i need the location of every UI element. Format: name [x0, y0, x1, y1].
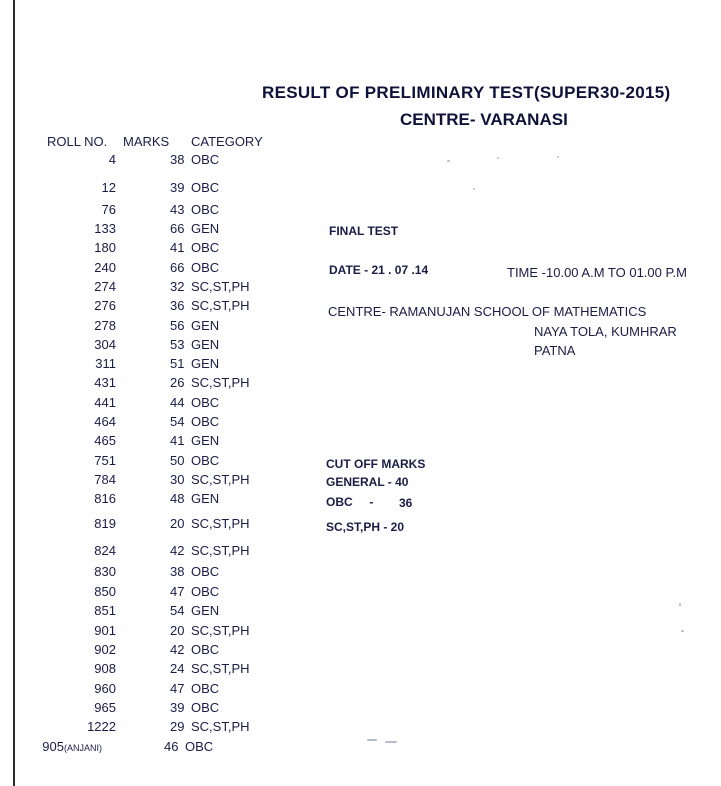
- roll-number: 965: [94, 700, 116, 715]
- marks-value: 39: [170, 180, 185, 195]
- roll-number: 304: [94, 337, 116, 352]
- scan-speck: [473, 188, 475, 190]
- category-value: SC,ST,PH: [191, 623, 250, 638]
- category-value: OBC: [191, 584, 220, 599]
- roll-number: 830: [94, 564, 116, 579]
- table-row: [0, 202, 300, 218]
- category-value: GEN: [191, 433, 220, 448]
- roll-number: 902: [94, 642, 116, 657]
- marks-value: 42: [170, 543, 185, 558]
- table-row: [0, 260, 300, 276]
- table-row: [0, 516, 300, 532]
- roll-number: 908: [94, 661, 116, 676]
- table-row: [0, 543, 300, 559]
- category-value: OBC: [191, 681, 220, 696]
- table-row: [0, 681, 300, 697]
- cut-off-sc-st-ph: SC,ST,PH - 20: [326, 520, 405, 534]
- category-value: SC,ST,PH: [191, 279, 250, 294]
- header-roll-no: ROLL NO.: [47, 134, 108, 149]
- roll-number: 274: [94, 279, 116, 294]
- scan-speck: [681, 630, 684, 632]
- marks-value: 41: [170, 240, 185, 255]
- category-value: OBC: [191, 180, 220, 195]
- table-row: [0, 152, 300, 168]
- table-row: [0, 739, 300, 755]
- roll-number: 311: [95, 356, 116, 371]
- category-value: OBC: [191, 453, 220, 468]
- table-row: [0, 491, 300, 507]
- marks-value: 38: [170, 152, 185, 167]
- marks-value: 36: [170, 298, 185, 313]
- category-value: OBC: [191, 414, 220, 429]
- category-value: OBC: [191, 395, 220, 410]
- roll-number: 784: [94, 472, 116, 487]
- marks-value: 48: [170, 491, 185, 506]
- table-row: [0, 221, 300, 237]
- cut-off-obc-label: OBC -: [326, 495, 374, 509]
- roll-number: 819: [94, 516, 116, 531]
- roll-number: 465: [94, 433, 116, 448]
- category-value: OBC: [191, 202, 220, 217]
- scan-speck: [679, 603, 681, 606]
- category-value: GEN: [191, 356, 220, 371]
- category-value: GEN: [191, 318, 220, 333]
- cut-off-obc-value: 36: [399, 496, 413, 510]
- marks-value: 66: [170, 221, 185, 236]
- table-row: [0, 298, 300, 314]
- document-subtitle: CENTRE- VARANASI: [400, 110, 568, 129]
- marks-value: 39: [170, 700, 185, 715]
- roll-number: 960: [94, 681, 116, 696]
- cut-off-heading: CUT OFF MARKS: [326, 457, 426, 471]
- roll-number: 464: [94, 414, 116, 429]
- table-row: [0, 375, 300, 391]
- cut-off-general: GENERAL - 40: [326, 475, 409, 489]
- final-test-heading: FINAL TEST: [329, 224, 399, 238]
- final-test-centre-city: PATNA: [534, 343, 576, 358]
- marks-value: 51: [170, 356, 185, 371]
- category-value: SC,ST,PH: [191, 719, 250, 734]
- marks-value: 66: [170, 260, 185, 275]
- category-value: OBC: [191, 700, 220, 715]
- table-row: [0, 356, 300, 372]
- table-row: [0, 180, 300, 196]
- marks-value: 54: [170, 414, 185, 429]
- category-value: SC,ST,PH: [191, 543, 250, 558]
- table-row: [0, 700, 300, 716]
- roll-number: 240: [94, 260, 116, 275]
- roll-number: [42, 739, 102, 754]
- roll-number-note: (ANJANI): [64, 743, 102, 753]
- header-marks: MARKS: [123, 134, 170, 149]
- final-test-centre-address: NAYA TOLA, KUMHRAR: [534, 324, 677, 339]
- category-value: GEN: [191, 603, 220, 618]
- marks-value: 30: [170, 472, 185, 487]
- roll-number: 180: [94, 240, 116, 255]
- roll-number: 816: [94, 491, 116, 506]
- category-value: OBC: [191, 240, 220, 255]
- table-row: [0, 642, 300, 658]
- roll-number: 824: [94, 543, 116, 558]
- category-value: OBC: [191, 152, 220, 167]
- document-title: RESULT OF PRELIMINARY TEST(SUPER30-2015): [262, 83, 671, 102]
- roll-number: 278: [94, 318, 116, 333]
- marks-value: 32: [170, 279, 185, 294]
- table-row: [0, 623, 300, 639]
- final-test-time: TIME -10.00 A.M TO 01.00 P.M: [507, 265, 687, 280]
- roll-number: 751: [94, 453, 116, 468]
- marks-value: 24: [170, 661, 185, 676]
- category-value: SC,ST,PH: [191, 661, 250, 676]
- scan-speck: [497, 157, 499, 159]
- category-value: GEN: [191, 491, 220, 506]
- marks-value: 44: [170, 395, 185, 410]
- roll-number: 1222: [87, 719, 116, 734]
- category-value: OBC: [191, 564, 220, 579]
- roll-number-value: 905: [42, 739, 64, 754]
- marks-value: 42: [170, 642, 185, 657]
- table-row: [0, 433, 300, 449]
- roll-number: 441: [94, 395, 116, 410]
- marks-value: 47: [170, 681, 185, 696]
- category-value: OBC: [185, 739, 214, 754]
- table-row: [0, 472, 300, 488]
- roll-number: 133: [94, 221, 116, 236]
- category-value: GEN: [191, 337, 220, 352]
- category-value: SC,ST,PH: [191, 472, 250, 487]
- table-row: [0, 719, 300, 735]
- table-row: [0, 318, 300, 334]
- table-row: [0, 584, 300, 600]
- marks-value: 50: [170, 453, 185, 468]
- marks-value: 20: [170, 516, 185, 531]
- marks-value: 26: [170, 375, 185, 390]
- header-category: CATEGORY: [191, 134, 263, 149]
- marks-value: 46: [164, 739, 179, 754]
- scan-speck: [385, 741, 397, 743]
- marks-value: 29: [170, 719, 185, 734]
- marks-value: 53: [170, 337, 185, 352]
- category-value: SC,ST,PH: [191, 298, 250, 313]
- roll-number: 901: [94, 623, 116, 638]
- table-row: [0, 337, 300, 353]
- roll-number: 850: [94, 584, 116, 599]
- table-row: [0, 279, 300, 295]
- final-test-date: DATE - 21 . 07 .14: [329, 263, 429, 277]
- final-test-centre: CENTRE- RAMANUJAN SCHOOL OF MATHEMATICS: [328, 304, 647, 319]
- roll-number: 431: [94, 375, 116, 390]
- table-row: [0, 395, 300, 411]
- marks-value: 47: [170, 584, 185, 599]
- marks-value: 38: [170, 564, 185, 579]
- table-row: [0, 414, 300, 430]
- scan-speck: [557, 156, 559, 158]
- marks-value: 54: [170, 603, 185, 618]
- roll-number: 851: [94, 603, 116, 618]
- marks-value: 56: [170, 318, 185, 333]
- scan-speck: [447, 160, 450, 162]
- marks-value: 41: [170, 433, 185, 448]
- roll-number: 12: [101, 180, 116, 195]
- table-row: [0, 564, 300, 580]
- table-row: [0, 603, 300, 619]
- category-value: GEN: [191, 221, 220, 236]
- table-row: [0, 661, 300, 677]
- category-value: OBC: [191, 260, 220, 275]
- scan-speck: [367, 739, 377, 741]
- roll-number: 76: [101, 202, 116, 217]
- category-value: OBC: [191, 642, 220, 657]
- table-row: [0, 453, 300, 469]
- roll-number: 4: [108, 152, 116, 167]
- roll-number: 276: [94, 298, 116, 313]
- category-value: SC,ST,PH: [191, 375, 250, 390]
- category-value: SC,ST,PH: [191, 516, 250, 531]
- marks-value: 20: [170, 623, 185, 638]
- table-row: [0, 240, 300, 256]
- marks-value: 43: [170, 202, 185, 217]
